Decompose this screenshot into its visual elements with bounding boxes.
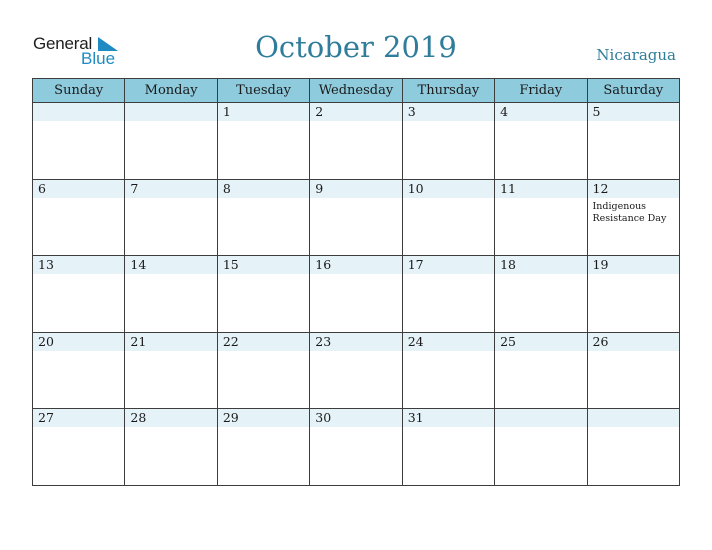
day-cell	[587, 332, 679, 409]
day-number: 22	[218, 333, 309, 351]
day-number: 1	[218, 103, 309, 121]
logo-text-general: General	[33, 34, 93, 53]
day-number: 12	[588, 180, 679, 198]
weekday-header-row	[33, 79, 680, 103]
day-cell	[33, 256, 125, 333]
week-row	[33, 256, 680, 333]
day-number	[588, 409, 679, 427]
calendar-grid	[32, 78, 680, 486]
day-number: 16	[310, 256, 401, 274]
day-cell	[587, 256, 679, 333]
day-number: 30	[310, 409, 401, 427]
day-cell	[217, 179, 309, 256]
day-number: 7	[125, 180, 216, 198]
day-cell	[495, 332, 587, 409]
day-number: 13	[33, 256, 124, 274]
day-cell	[125, 409, 217, 486]
day-cell	[402, 256, 494, 333]
week-row	[33, 332, 680, 409]
week-row	[33, 409, 680, 486]
logo-text-blue: Blue	[81, 49, 116, 68]
day-number: 23	[310, 333, 401, 351]
day-number: 28	[125, 409, 216, 427]
day-cell	[125, 179, 217, 256]
day-cell	[310, 256, 402, 333]
day-cell	[310, 179, 402, 256]
day-cell	[402, 409, 494, 486]
day-number: 25	[495, 333, 586, 351]
day-number: 10	[403, 180, 494, 198]
day-number: 3	[403, 103, 494, 121]
day-number: 18	[495, 256, 586, 274]
day-cell	[217, 332, 309, 409]
day-cell	[310, 409, 402, 486]
day-number: 8	[218, 180, 309, 198]
day-cell	[402, 332, 494, 409]
day-cell	[402, 103, 494, 180]
day-cell	[310, 103, 402, 180]
day-cell	[495, 103, 587, 180]
day-cell	[217, 409, 309, 486]
day-cell	[33, 103, 125, 180]
day-number: 9	[310, 180, 401, 198]
day-number: 6	[33, 180, 124, 198]
day-number	[33, 103, 124, 121]
weekday-monday: Monday	[125, 79, 217, 103]
day-cell	[125, 103, 217, 180]
day-cell	[402, 179, 494, 256]
day-number: 11	[495, 180, 586, 198]
day-number: 4	[495, 103, 586, 121]
country-name: Nicaragua	[596, 46, 676, 64]
day-number: 19	[588, 256, 679, 274]
weekday-wednesday: Wednesday	[310, 79, 402, 103]
day-cell	[495, 179, 587, 256]
day-cell	[33, 332, 125, 409]
day-cell	[495, 409, 587, 486]
day-number: 15	[218, 256, 309, 274]
calendar-title: October 2019	[255, 30, 457, 64]
day-cell	[33, 179, 125, 256]
week-row	[33, 179, 680, 256]
weekday-tuesday: Tuesday	[217, 79, 309, 103]
day-number: 20	[33, 333, 124, 351]
day-number: 27	[33, 409, 124, 427]
week-row	[33, 103, 680, 180]
day-number	[125, 103, 216, 121]
day-cell	[587, 103, 679, 180]
day-number: 24	[403, 333, 494, 351]
day-cell	[125, 332, 217, 409]
holiday-label: Indigenous Resistance Day	[592, 200, 667, 224]
day-cell	[587, 409, 679, 486]
day-cell	[33, 409, 125, 486]
day-cell	[125, 256, 217, 333]
day-number	[495, 409, 586, 427]
weekday-thursday: Thursday	[402, 79, 494, 103]
day-cell	[495, 256, 587, 333]
day-cell	[587, 179, 679, 256]
weekday-saturday: Saturday	[587, 79, 679, 103]
day-number: 2	[310, 103, 401, 121]
day-cell	[310, 332, 402, 409]
day-number: 5	[588, 103, 679, 121]
day-cell	[217, 103, 309, 180]
day-number: 26	[588, 333, 679, 351]
day-number: 17	[403, 256, 494, 274]
day-number: 14	[125, 256, 216, 274]
day-cell	[217, 256, 309, 333]
day-number: 31	[403, 409, 494, 427]
day-number: 21	[125, 333, 216, 351]
day-number: 29	[218, 409, 309, 427]
weekday-sunday: Sunday	[33, 79, 125, 103]
weekday-friday: Friday	[495, 79, 587, 103]
